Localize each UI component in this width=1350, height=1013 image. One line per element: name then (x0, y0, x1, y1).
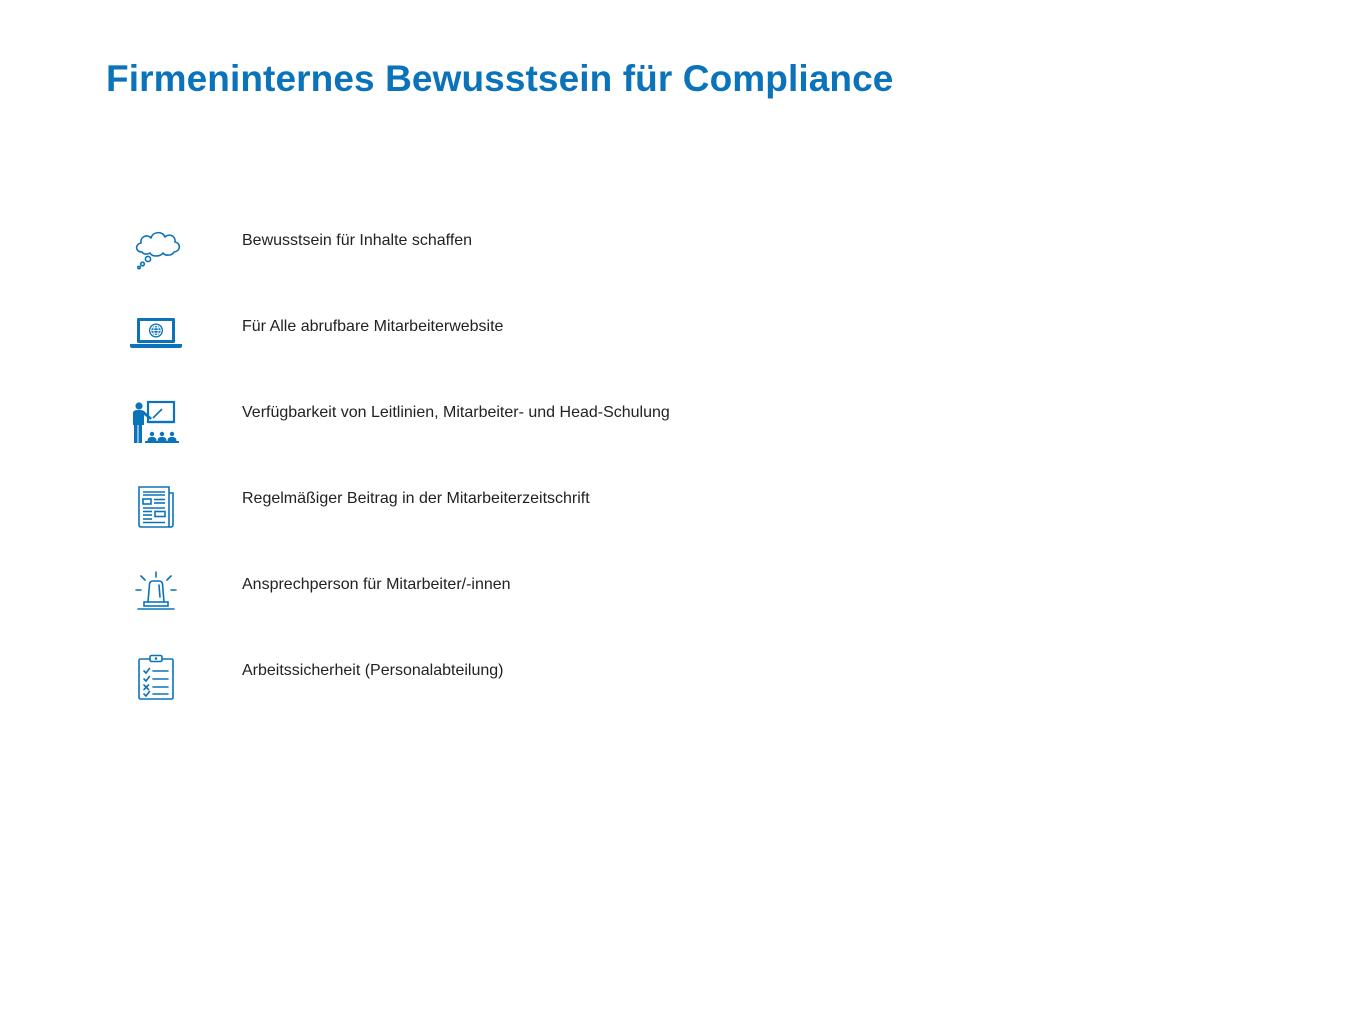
list-item-label: Ansprechperson für Mitarbeiter/-innen (242, 576, 511, 593)
page-title: Firmeninternes Bewusstsein für Compliance (106, 58, 894, 99)
presentation-training-icon (128, 395, 184, 447)
list-item-training (0, 395, 900, 455)
list-item-awareness (0, 223, 900, 283)
list-item-magazine (0, 482, 900, 542)
list-item-occupational-safety (0, 654, 900, 714)
list-item-contact-person (0, 568, 900, 628)
list-item-label: Arbeitssicherheit (Personalabteilung) (242, 662, 504, 679)
list-item-label: Verfügbarkeit von Leitlinien, Mitarbeiter- und Head-Schulung (242, 404, 670, 421)
list-item-label: Bewusstsein für Inhalte schaffen (242, 232, 473, 249)
list-item-label: Für Alle abrufbare Mitarbeiterwebsite (242, 318, 504, 335)
thought-cloud-icon (128, 223, 184, 275)
newspaper-icon (128, 482, 184, 534)
laptop-globe-icon (128, 309, 184, 361)
list-item-website (0, 309, 900, 369)
list-item-label: Regelmäßiger Beitrag in der Mitarbeiterzeitschrift (242, 490, 590, 507)
alarm-siren-icon (128, 568, 184, 620)
checklist-clipboard-icon (128, 654, 184, 706)
